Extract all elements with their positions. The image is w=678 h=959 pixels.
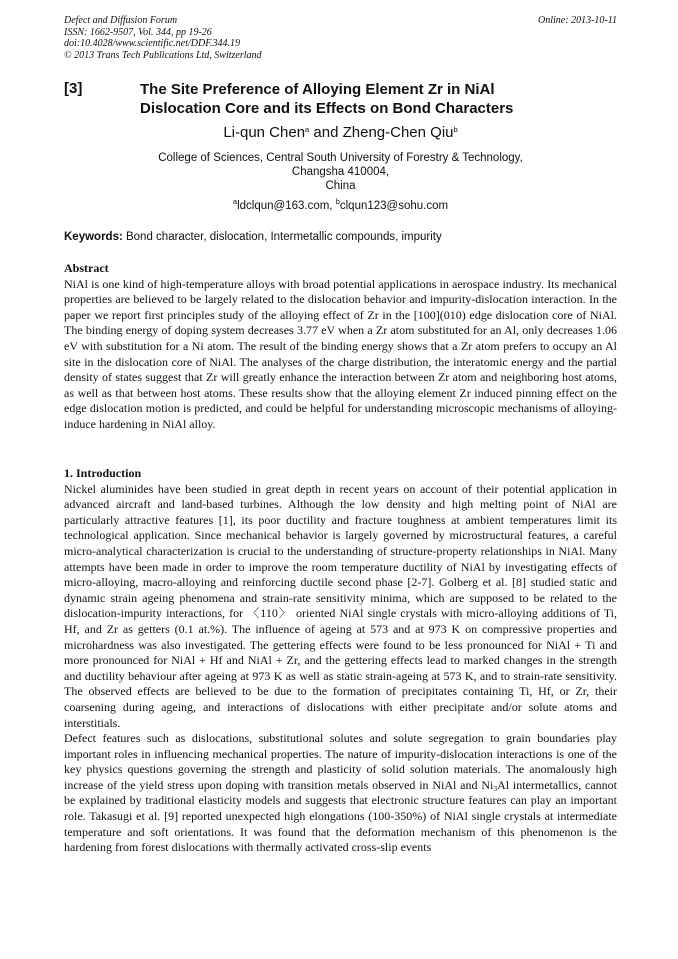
issn-line: ISSN: 1662-9507, Vol. 344, pp 19-26 [64,26,212,38]
abstract-section [64,261,617,433]
keywords-label: Keywords: [64,231,123,243]
subscript-3: 3 [493,783,498,793]
introduction-heading: 1. Introduction [64,466,142,480]
email-b-mark: b [335,197,340,206]
email-a: ldclqun@163.com, [237,200,336,212]
keywords-list: Bond character, dislocation, Intermetallic compounds, impurity [122,231,442,243]
online-date: Online: 2013-10-11 [538,15,617,26]
author-2: Zheng-Chen Qiu [342,124,454,141]
affiliation-line-2: Changsha 410004, [291,166,390,178]
introduction-section [64,466,617,856]
journal-header [64,15,617,61]
abstract-heading: Abstract [64,261,109,275]
introduction-paragraph-1: Nickel aluminides have been studied in great depth in recent years on account of their potential application in advanced aircraft and land-based turbines. Although the low density and high melting point of NiAl are particularly attractive features [1], its poor ductility and fracture toughness at ambient temperatures limit its technological application. Since mechanical behavior is largely governed by microstructural features, a careful micro-analytical characterization is crucial to the understanding of structure-property relationships in NiAl. Many attempts have been made in order to improve the room temperature ductility of NiAl by investigating effects of micro-alloying, macro-alloying and reinforcing ductile second phase [2-7]. Golberg et al. [8] studied static and dynamic strain ageing phenomena and strain-rate sensitivity minima, which are supposed to be related to the dislocation-impurity interactions, for 〈110〉 oriented NiAl single crystals with micro-alloying additions of Ti, Hf, and Zr as getters (0.1 at.%). The influence of ageing at 573 and at 973 K on compressive properties and microhardness was also investigated. The gettering effects were found to be less pronounced for NiAl + Ti and more pronounced for NiAl + Hf and NiAl + Zr, and the gettering effects lead to marked changes in the strength and ductility behaviour after ageing at 973 K as well as static strain-ageing at 573 K, and to strain-rate sensitivity. The observed effects are believed to be due to the formation of precipitates containing Ti, Hf, or Zr, their coarsening during ageing, and interactions of dislocations with either precipitate and/or solute atoms and interstitials. [64,481,617,730]
paragraph-2-text-b: Al intermetallics, cannot be explained by traditional elasticity models and suggests that electronic structure features can play an important role. Takasugi et al. [9] reported unexpected high elongations (100-350%) of NiAl single crystals at intermediate temperature and soft orientations. It was found that the deformation mechanism of this phenomenon is the hardening from forest dislocations with thermally activated cross-slip events [64,777,618,855]
doi-line: doi:10.4028/www.scientific.net/DDF.344.19 [64,38,241,49]
author-line [64,124,617,142]
paper-title [140,80,617,118]
affiliation-line-3: China [325,180,356,192]
affiliation-line-1: College of Sciences, Central South University of Forestry & Technology, [158,152,523,164]
author-emails [64,199,617,213]
email-a-mark: a [232,197,238,206]
title-line-1: The Site Preference of Alloying Element Zr in NiAl [140,81,495,98]
author-1-affil-mark: a [305,125,310,134]
paragraph-2-text-a: Defect features such as dislocations, substitutional solutes and solute segregation to grain boundaries play important roles in influencing mechanical properties. The nature of impurity-dislocation interactions is one of the key physics questions governing the strength and plasticity of solid solution materials. The anomalously high increase of the yield stress upon doping with transition metals observed in NiAl and Ni [64,731,617,792]
title-line-2: Dislocation Core and its Effects on Bond Characters [140,100,514,117]
author-2-affil-mark: b [453,125,458,134]
title-block [64,80,617,118]
copyright-line: © 2013 Trans Tech Publications Ltd, Switzerland [64,49,262,61]
journal-name: Defect and Diffusion Forum [64,15,178,26]
author-conjunction: and [309,124,343,141]
affiliation [64,151,617,193]
introduction-paragraph-2 [64,731,617,856]
reference-number: [3] [64,80,83,97]
email-b: clqun123@sohu.com [339,200,449,212]
author-1: Li-qun Chen [223,124,306,141]
abstract-text: NiAl is one kind of high-temperature alloys with broad potential applications in aerospace industry. Its mechanical properties are believed to be largely related to the dislocation behavior and impurity-dislocation interaction. In the paper we report first principles study of the alloying effect of Zr in the [100](010) edge dislocation core of NiAl. The binding energy of doping system decreases 3.77 eV when a Zr atom substituted for an Al, only decreases 1.06 eV with substitution for a Ni atom. The result of the binding energy shows that a Zr atom prefers to occupy an Al site in the dislocation core of NiAl. The analyses of the charge distribution, the interatomic energy and the partial density of states suggest that Zr will greatly enhance the interaction between Zr atom and neighboring host atoms, as well as that between host atoms. These results show that the alloying element Zr induced pinning effect on the edge dislocation motion is predicted, and could be helpful for understanding microscopic mechanisms of alloying-induce hardening in NiAl alloy. [64,276,617,431]
keywords-line [64,230,617,244]
